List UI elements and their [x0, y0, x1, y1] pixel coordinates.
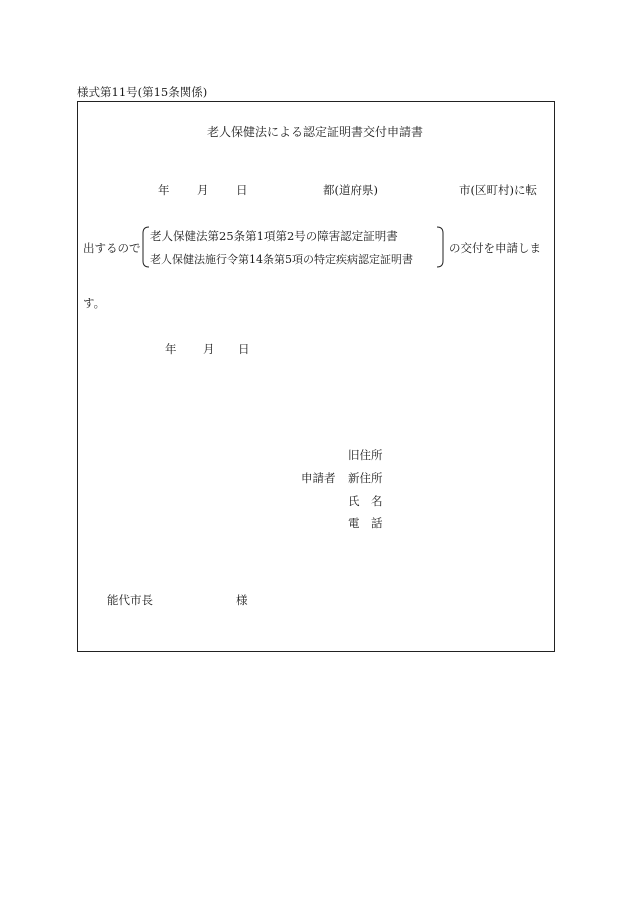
application-day-label: 日: [238, 342, 250, 356]
form-number-label: 様式第11号(第15条関係): [77, 85, 208, 99]
transfer-day-label: 日: [236, 183, 248, 197]
request-prefix: 出するので: [83, 241, 141, 255]
city-label: 市(区町村)に転: [459, 183, 537, 197]
application-month-label: 月: [203, 342, 215, 356]
request-suffix: の交付を申請しま: [449, 241, 541, 255]
mayor-label: 能代市長: [107, 593, 153, 607]
transfer-year-label: 年: [158, 183, 170, 197]
phone-label: 電 話: [348, 516, 383, 530]
request-end: す。: [83, 296, 106, 310]
new-address-label: 新住所: [348, 471, 383, 485]
certificate-option-disability: 老人保健法第25条第1項第2号の障害認定証明書: [150, 229, 398, 243]
applicant-label: 申請者: [301, 471, 336, 485]
document-title: 老人保健法による認定証明書交付申請書: [206, 125, 423, 139]
transfer-month-label: 月: [197, 183, 209, 197]
right-bracket: [436, 226, 444, 268]
old-address-label: 旧住所: [348, 448, 383, 462]
name-label: 氏 名: [348, 494, 383, 508]
honorific-label: 様: [236, 593, 248, 607]
left-bracket: [142, 226, 150, 268]
prefecture-label: 都(道府県): [323, 183, 378, 197]
application-year-label: 年: [165, 342, 177, 356]
certificate-option-specific-disease: 老人保健法施行令第14条第5項の特定疾病認定証明書: [150, 253, 413, 266]
